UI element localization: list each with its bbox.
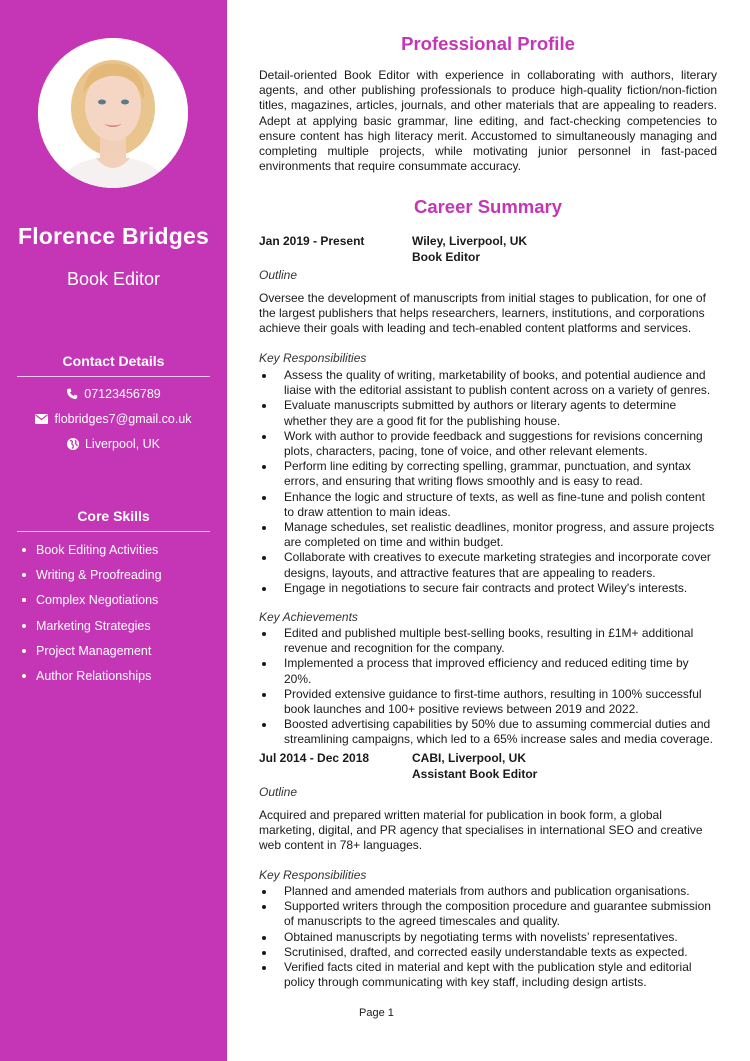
sidebar <box>0 0 227 1061</box>
profile-heading: Professional Profile <box>401 33 575 54</box>
list-item: Perform line editing by correcting spelling, grammar, punctuation, and syntax errors, and ensuring that writing flows smoothly and is easy to read. <box>259 459 717 489</box>
list-item: Scrutinised, drafted, and corrected easily understandable texts as expected. <box>259 945 717 960</box>
envelope-icon <box>35 414 48 424</box>
candidate-name: Florence Bridges <box>17 223 210 249</box>
skills-list <box>22 542 162 693</box>
list-item: Verified facts cited in material and kept with the publication style and editorial policy through communicating with key staff, including design artists. <box>259 960 717 990</box>
job-title: Assistant Book Editor <box>412 766 538 781</box>
job-title: Book Editor <box>412 249 480 264</box>
skill-item: Writing & Proofreading <box>22 567 162 592</box>
job-dates: Jul 2014 - Dec 2018 <box>259 751 370 765</box>
skills-heading: Core Skills <box>77 508 150 524</box>
skill-item: Book Editing Activities <box>22 542 162 567</box>
list-item: Engage in negotiations to secure fair contracts and protect Wiley's interests. <box>259 581 717 596</box>
contact-phone <box>0 387 227 401</box>
job-dates: Jan 2019 - Present <box>259 234 365 248</box>
location-text: Liverpool, UK <box>84 437 161 451</box>
contact-location <box>0 437 227 451</box>
list-item: Boosted advertising capabilities by 50% due to assuming commercial duties and streamlining campaigns, which led to a 65% increase sales and media coverage. <box>259 717 717 747</box>
phone-icon <box>66 388 78 400</box>
job-company <box>412 751 537 782</box>
page-number: Page 1 <box>359 1007 394 1019</box>
contact-divider <box>17 376 210 377</box>
list-item: Collaborate with creatives to execute marketing strategies and incorporate cover designs, layouts, and attractive features that are appealing to readers. <box>259 550 717 580</box>
email-address: flobridges7@gmail.co.uk <box>54 412 192 426</box>
outline-label: Outline <box>259 785 298 799</box>
job-company <box>412 234 527 265</box>
skill-item: Project Management <box>22 643 162 668</box>
list-item: Planned and amended materials from authors and publication organisations. <box>259 884 717 899</box>
list-item: Work with author to provide feedback and suggestions for revisions concerning plots, characters, pacing, tone of voice, and other relevant elements. <box>259 429 717 459</box>
job-company-name: CABI, Liverpool, UK <box>412 751 527 765</box>
achievements-label: Key Achievements <box>259 610 358 624</box>
job-outline: Acquired and prepared written material for publication in book form, a global marketing, digital, and PR agency that specialises in international SEO and creative web content in 78+ languages. <box>259 808 703 853</box>
responsibilities-list <box>259 368 717 596</box>
list-item: Enhance the logic and structure of texts, as well as fine-tune and polish content to draw attention to main ideas. <box>259 490 717 520</box>
candidate-role: Book Editor <box>66 269 161 289</box>
list-item: Assess the quality of writing, marketability of books, and potential audience and liaise with the editorial assistant to publish content across on a variety of genres. <box>259 368 717 398</box>
skill-item: Author Relationships <box>22 668 162 693</box>
responsibilities-list <box>259 884 717 990</box>
list-item: Implemented a process that improved efficiency and reduced editing time by 20%. <box>259 656 717 686</box>
globe-icon <box>67 438 79 450</box>
career-heading: Career Summary <box>413 196 563 217</box>
skill-item: Complex Negotiations <box>22 592 162 617</box>
job-company-name: Wiley, Liverpool, UK <box>412 234 528 248</box>
job-outline: Oversee the development of manuscripts from initial stages to publication, for one of the largest publishers that helps researchers, learners, institutions, and corporations achieve their goals with leading and tech-enabled content platforms and services. <box>259 291 706 336</box>
skills-divider <box>17 531 210 532</box>
contact-heading: Contact Details <box>62 353 165 369</box>
profile-text: Detail-oriented Book Editor with experience in collaborating with authors, literary agents, and other publishing professionals to produce high-quality fiction/non-fiction titles, magazines, articles, journals, and other materials that are appealing to readers. Adept at applying basic grammar, line editing, and fact-checking competencies to ensure content has high literacy merit. Accustomed to simultaneously managing and completing multiple projects, while motivating junior personnel in fast-paced environments that require consummate accuracy. <box>259 68 717 174</box>
list-item: Obtained manuscripts by negotiating terms with novelists’ representatives. <box>259 930 717 945</box>
profile-photo <box>38 38 188 188</box>
responsibilities-label: Key Responsibilities <box>259 351 367 365</box>
skill-item: Marketing Strategies <box>22 618 162 643</box>
phone-number: 07123456789 <box>84 387 161 401</box>
achievements-list <box>259 626 717 748</box>
list-item: Evaluate manuscripts submitted by authors or literary agents to determine whether they are a good fit for the publishing house. <box>259 398 717 428</box>
list-item: Edited and published multiple best-selling books, resulting in £1M+ additional revenue and recognition for the company. <box>259 626 717 656</box>
responsibilities-label: Key Responsibilities <box>259 868 367 882</box>
list-item: Provided extensive guidance to first-time authors, resulting in 100% successful book launches and 100+ positive reviews between 2019 and 2022. <box>259 687 717 717</box>
list-item: Manage schedules, set realistic deadlines, monitor progress, and assure projects are completed on time and within budget. <box>259 520 717 550</box>
contact-email <box>0 412 227 426</box>
list-item: Supported writers through the composition procedure and guarantee submission of manuscripts to the agreed timescales and quality. <box>259 899 717 929</box>
outline-label: Outline <box>259 268 298 282</box>
